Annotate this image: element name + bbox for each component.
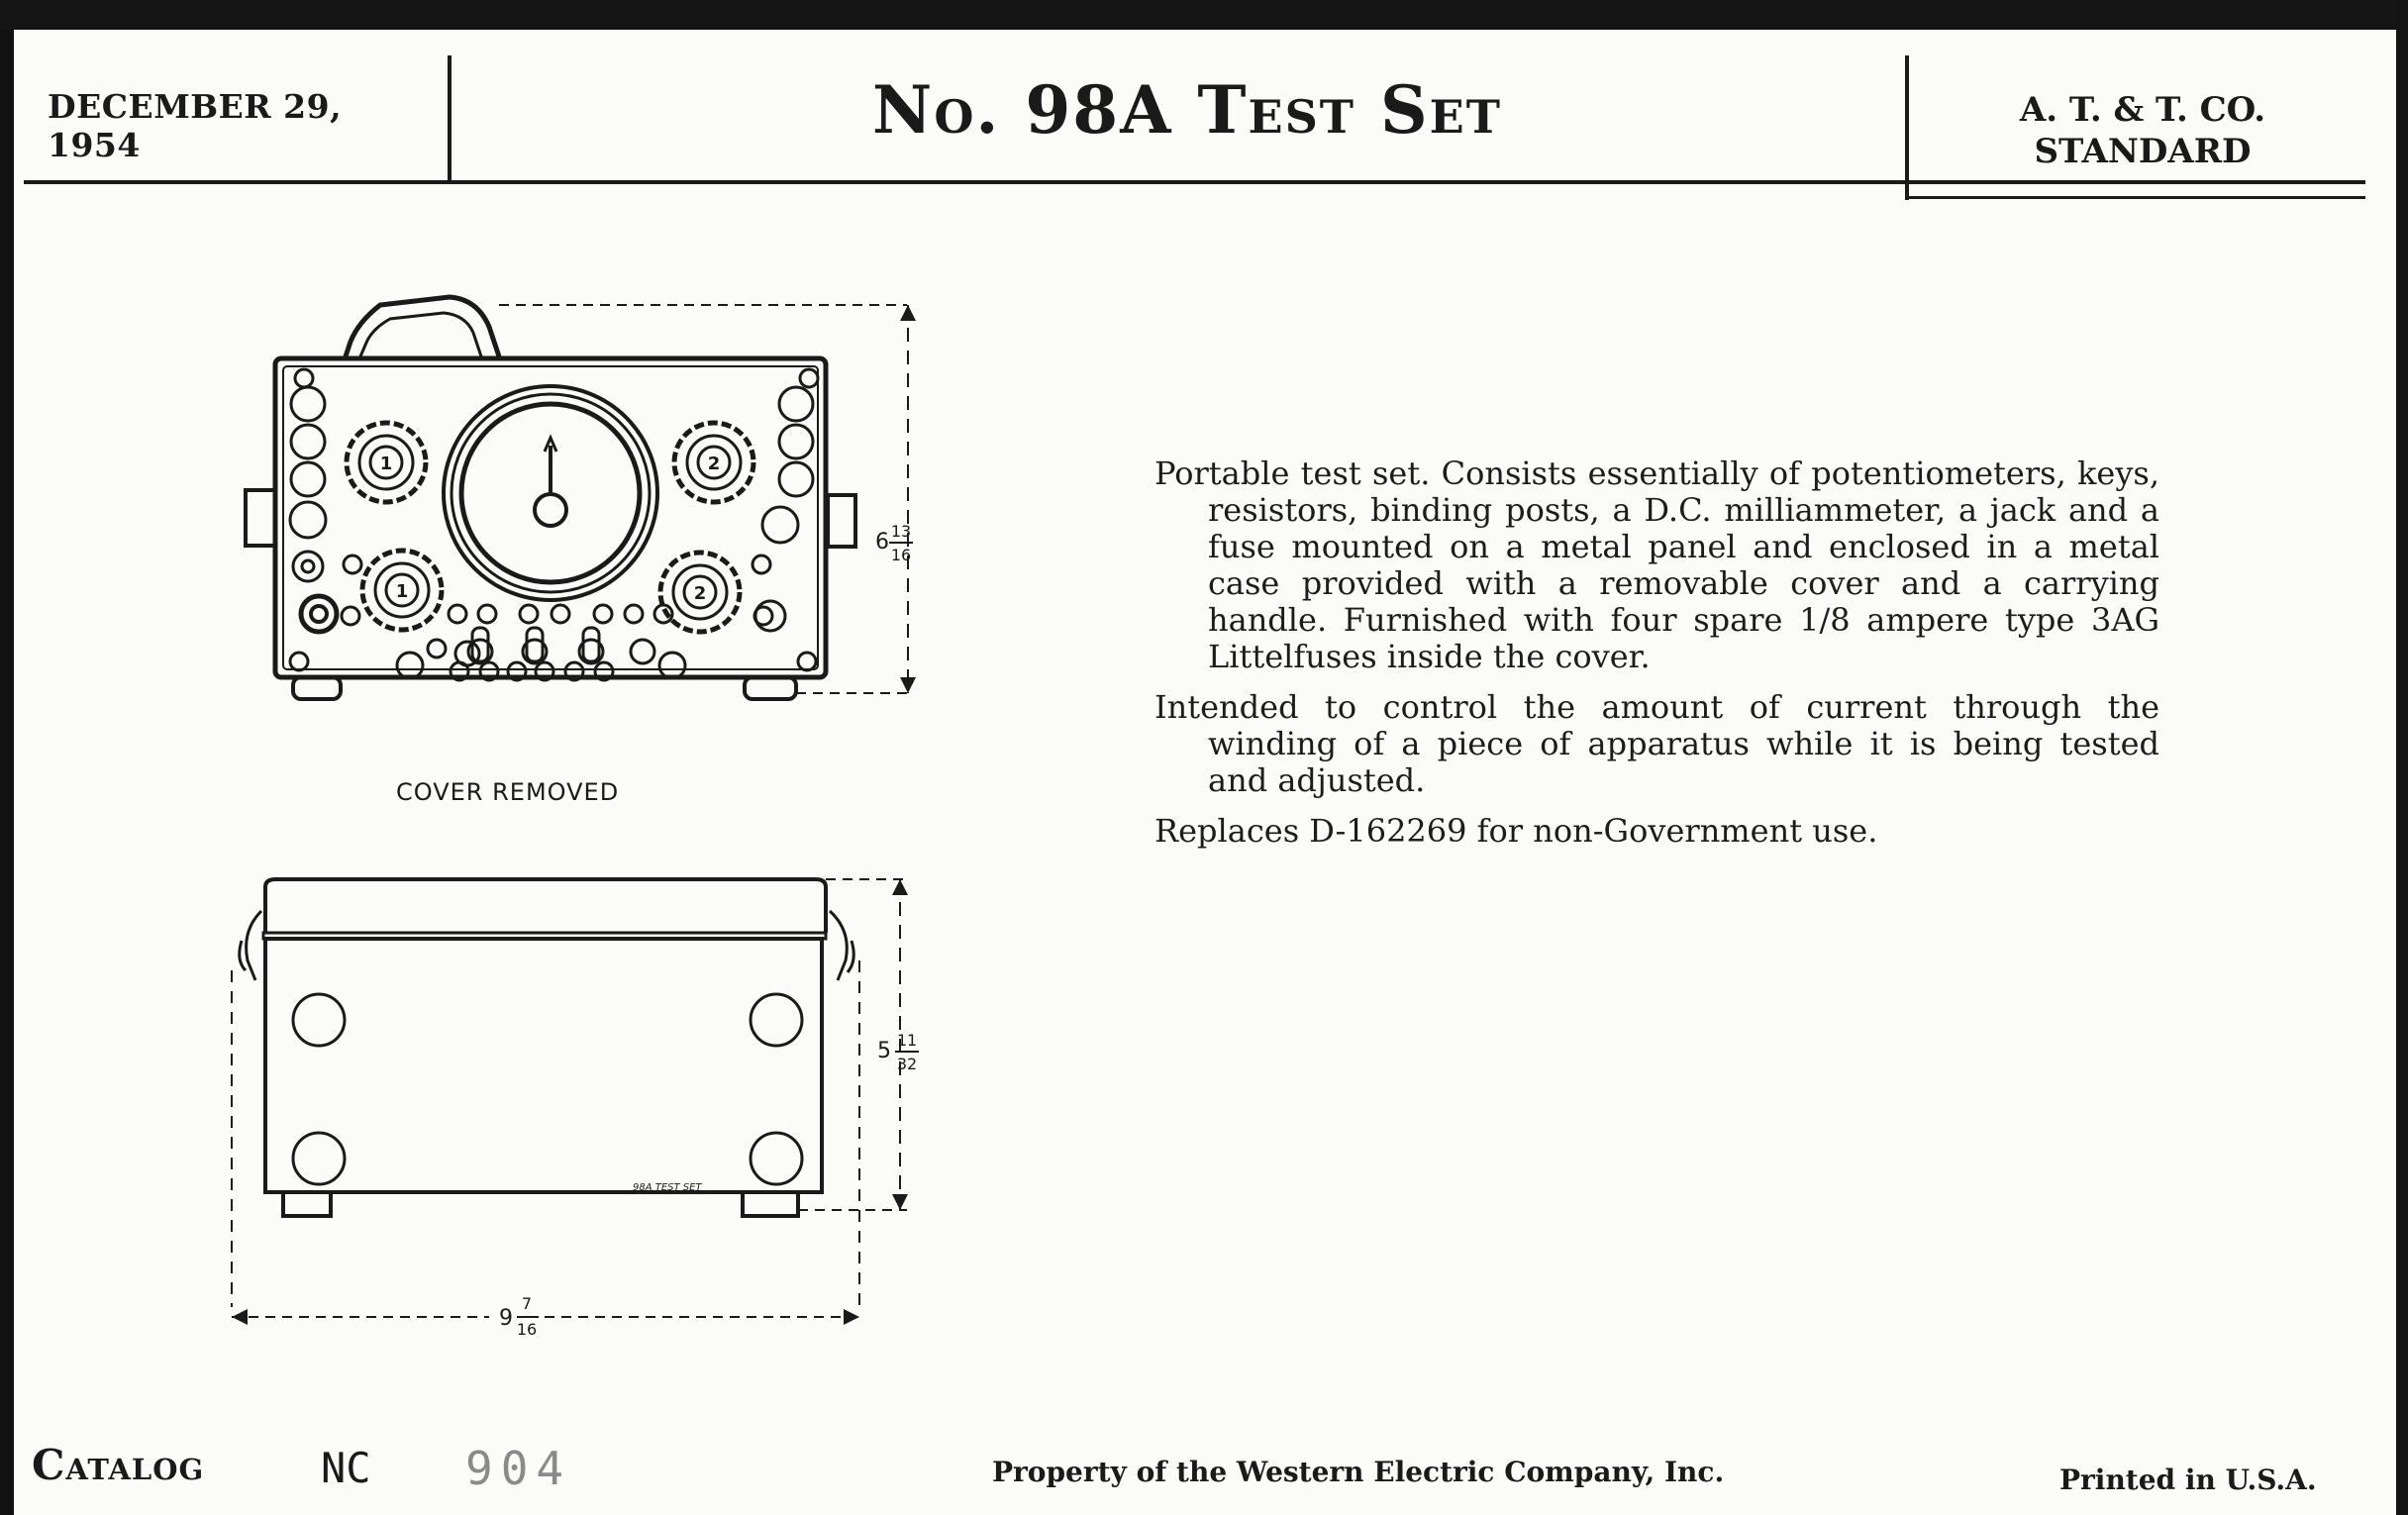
dimension-denominator: 16 bbox=[516, 1320, 538, 1339]
description bbox=[1154, 455, 2159, 863]
dimension-whole: 6 bbox=[875, 530, 889, 555]
side-height-dimension bbox=[798, 879, 908, 1210]
dimension-numerator: 11 bbox=[896, 1031, 918, 1050]
header-rule bbox=[24, 180, 2365, 184]
property-notice: Property of the Western Electric Company, Inc. bbox=[992, 1456, 1725, 1488]
front-view bbox=[246, 297, 916, 806]
header-rule-right bbox=[1905, 196, 2365, 199]
dimension-whole: 5 bbox=[877, 1039, 891, 1063]
milliammeter bbox=[444, 386, 657, 600]
catalog-no-label: NC bbox=[321, 1444, 371, 1492]
width-label bbox=[499, 1294, 539, 1339]
technical-drawing bbox=[202, 267, 994, 1366]
width-dimension bbox=[232, 960, 859, 1325]
knob-label: 2 bbox=[693, 583, 707, 604]
dimension-denominator: 16 bbox=[890, 546, 912, 564]
catalog-card bbox=[14, 30, 2396, 1515]
right-border bbox=[2396, 0, 2408, 1515]
dimension-denominator: 32 bbox=[896, 1055, 918, 1073]
knob-label: 2 bbox=[707, 454, 721, 474]
knob-label: 1 bbox=[379, 454, 393, 474]
catalog-label: Catalog bbox=[32, 1441, 205, 1489]
front-view-caption: COVER REMOVED bbox=[396, 778, 620, 806]
knob-label: 1 bbox=[395, 581, 409, 602]
dimension-numerator: 13 bbox=[890, 522, 912, 541]
page-title: No. 98A Test Set bbox=[872, 71, 1502, 149]
dimension-numerator: 7 bbox=[521, 1294, 533, 1313]
side-height-label bbox=[877, 1031, 919, 1073]
side-view bbox=[232, 879, 919, 1339]
standard-label: STANDARD bbox=[2034, 132, 2252, 171]
description-paragraph: Portable test set. Consists essentially of potentiometers, keys, resistors, binding posts, a D.C. milliammeter, a jack and a fuse mounted on a metal panel and enclosed in a metal case provided with a removable cover and a carrying handle. Furnished with four spare 1/8 ampere type 3AG Littelfuses inside the cover. bbox=[1154, 454, 2159, 675]
printed-notice: Printed in U.S.A. bbox=[2059, 1464, 2317, 1496]
dimension-whole: 9 bbox=[499, 1306, 513, 1331]
header-divider-left bbox=[448, 55, 452, 184]
standard-block bbox=[1930, 89, 2356, 172]
side-stamp: 98A TEST SET bbox=[633, 1182, 702, 1193]
company-name: A. T. & T. CO. bbox=[2019, 90, 2266, 130]
description-paragraph: Intended to control the amount of current through the winding of a piece of apparatus while it is being tested and adjusted. bbox=[1154, 688, 2159, 799]
top-border bbox=[0, 0, 2408, 30]
issue-date: DECEMBER 29, 1954 bbox=[48, 87, 343, 164]
height-label bbox=[875, 522, 913, 564]
catalog-number: 904 bbox=[465, 1442, 572, 1495]
description-paragraph: Replaces D-162269 for non-Government use. bbox=[1154, 812, 1878, 850]
